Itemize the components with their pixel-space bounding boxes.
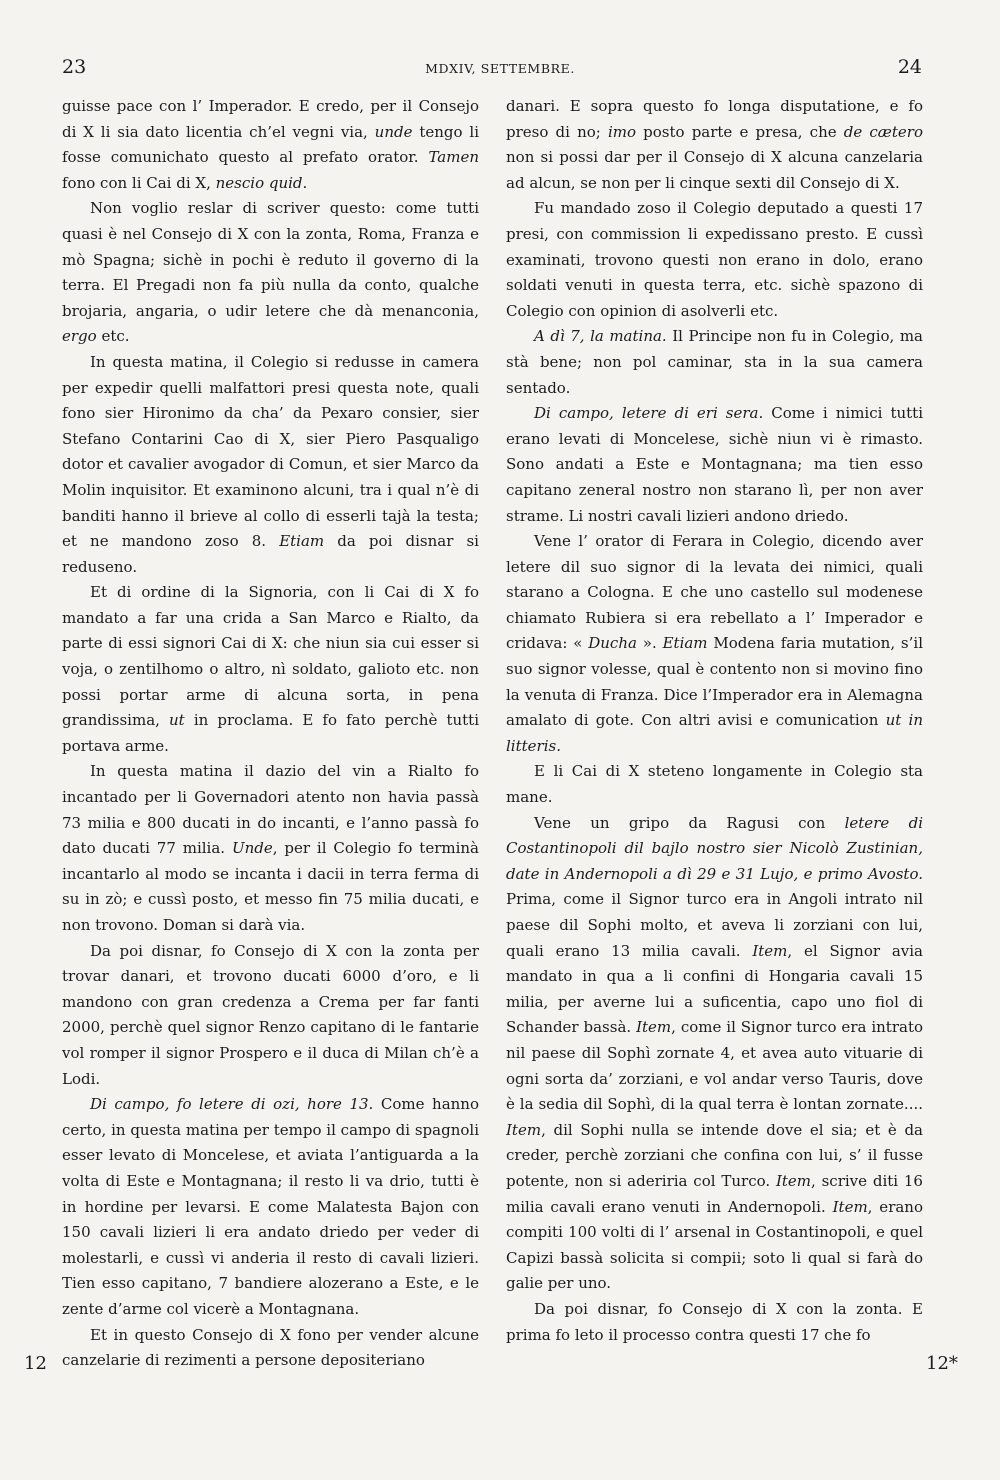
- paragraph: [62, 759, 479, 938]
- paragraph: [62, 1323, 479, 1374]
- italic-text: imo: [607, 122, 637, 141]
- text-run: posto parte e presa, che: [636, 122, 844, 141]
- paragraph: [62, 94, 479, 196]
- italic-text: letere di Costantinopoli dil bajlo nostro sier Nicolò Zustinian, date in Andernopoli a dì 29 e 31 Lujo, e primo Avosto.: [506, 813, 923, 883]
- paragraph: [62, 580, 479, 759]
- paragraph: [506, 1297, 923, 1348]
- paragraph: [506, 324, 923, 401]
- text-run: Come i nimici tutti erano levati di Moncelese, sichè niun vi è rimasto. Sono andati a Este e Montagnana; ma tien esso capitano zeneral nostro non starano lì, per non aver strame. Li nostri cavali lizieri andono driedo.: [506, 404, 923, 525]
- italic-text: Unde: [231, 839, 273, 858]
- text-run: in proclama. E fo fato perchè tutti portava arme.: [62, 711, 479, 755]
- italic-text: Item: [775, 1171, 812, 1190]
- italic-text: Etiam: [279, 532, 325, 551]
- text-run: , dil Sophi nulla se intende dove el sia; et è da creder, perchè zorziani che confina con lui, s’ il fusse potente, non si aderiria col Turco.: [506, 1120, 923, 1190]
- text-run: , come il Signor turco era intrato nil paese dil Sophì zornate 4, et avea auto vituarie di ogni sorta da’ zorziani, e vol andar verso Tauris, dove è la sedia dil Sophì, di la qual terra è lontan zornate....: [506, 1018, 923, 1114]
- text-run: Da poi disnar, fo Consejo di X con la zonta per trovar danari, et trovono ducati 6000 d’oro, e li mandono con gran credenza a Crema per far fanti 2000, perchè quel signor Renzo capitano di le fantarie vol romper il signor Prospero e il duca di Milan ch’è a Lodi.: [62, 941, 479, 1088]
- text-run: etc.: [96, 327, 130, 346]
- text-run: danari. E sopra questo fo longa disputatione, e fo preso di no;: [506, 97, 923, 141]
- paragraph: [62, 939, 479, 1093]
- text-run: Et di ordine di la Signoria, con li Cai di X fo mandato a far una crida a San Marco e Rialto, da parte di essi signori Cai di X: che niun sia cui esser si voja, o zentilhomo o altro, nì soldato, galioto etc. non possi portar arme di alcuna sorta, in pena grandissima,: [62, 583, 479, 730]
- text-run: Vene l’ orator di Ferara in Colegio, dicendo aver letere dil suo signor di la levata dei nimici, quali starano a Cologna. E che uno castello sul modenese chiamato Rubiera si era rebellato a l’ Imperador e cridava: «: [506, 532, 923, 653]
- paragraph: [506, 529, 923, 759]
- paragraph: [506, 94, 923, 196]
- text-run: In questa matina, il Colegio si redusse in camera per expedir quelli malfattori presi questa note, quali fono sier Hironimo da cha’ da Pexaro consier, sier Stefano Contarini Cao di X, sier Piero Pasqualigo dotor et cavalier avogador di Comun, et sier Marco da Molin inquisitor. Et examinono alcuni, tra i qual n’è di banditi hanno il brieve al collo di esserli tajà la testa; et ne mandono zoso 8.: [62, 352, 479, 551]
- text-run: Modena faria mutation, s’il suo signor volesse, qual è contento non si movino fino la venuta di Franza. Dice l’Imperador era in Alemagna amalato di gote. Con altri avisi e comunication: [506, 634, 923, 730]
- text-run: Fu mandado zoso il Colegio deputado a questi 17 presi, con commission li expedissano presto. E cussì examinati, trovono questi non erano in dolo, erano soldati venuti in questa terra, etc. sichè spazono di Colegio con opinion di asolverli etc.: [506, 199, 923, 320]
- paragraph: [62, 196, 479, 350]
- text-run: Prima, come il Signor turco era in Angoli intrato nil paese dil Sophi molto, et aveva li zorziani con lui, quali erano 13 milia cavali.: [506, 890, 923, 960]
- italic-text: Item: [506, 1120, 542, 1139]
- text-run: Vene un gripo da Ragusi con: [534, 813, 845, 832]
- text-run: non si possi dar per il Consejo di X alcuna canzelaria ad alcun, se non per li cinque sexti dil Consejo di X.: [506, 148, 923, 192]
- text-run: In questa matina il dazio del vin a Rialto fo incantado per li Governadori atento non havia passà 73 milia e 800 ducati in do incanti, e l’anno passà fo dato ducati 77 milia.: [62, 762, 479, 858]
- text-run: , el Signor avia mandato in qua a li confini di Hongaria cavali 15 milia, per averne lui a suficentia, capo uno fiol di Schander bassà.: [506, 941, 923, 1037]
- margin-number-left: 12: [24, 1353, 47, 1374]
- italic-text: Ducha: [588, 634, 637, 653]
- italic-text: nescio quid.: [215, 173, 308, 192]
- paragraph: [506, 759, 923, 810]
- text-run: , scrive diti 16 milia cavali erano venuti in Andernopoli.: [506, 1171, 923, 1216]
- paragraph: [506, 196, 923, 324]
- running-header: [0, 56, 1000, 86]
- text-run: , per il Colegio fo terminà incantarlo al modo se incanta i dacii in terra ferma di su in zò; e cussì posto, et messo fin 75 milia ducati, e non trovono. Doman si darà via.: [62, 839, 479, 934]
- paragraph: [62, 1092, 479, 1322]
- page-number-right: 24: [897, 56, 922, 78]
- italic-text: Di campo, letere di eri sera.: [534, 404, 764, 423]
- italic-text: Etiam: [662, 634, 708, 653]
- italic-text: Item: [636, 1018, 672, 1037]
- text-run: Et in questo Consejo di X fono per vender alcune canzelarie di rezimenti a persone depositeriano: [62, 1325, 479, 1370]
- text-run: E li Cai di X steteno longamente in Colegio sta mane.: [506, 762, 923, 807]
- page-number-left: 23: [62, 56, 87, 78]
- italic-text: Item: [752, 941, 788, 960]
- italic-text: ut: [169, 711, 185, 730]
- italic-text: Item: [832, 1197, 868, 1216]
- right-column: [506, 94, 923, 1454]
- text-run: tengo li fosse comunichato questo al prefato orator.: [62, 122, 479, 167]
- text-run: guisse pace con l’ Imperador. E credo, per il Consejo di X li sia dato licentia ch’el vegni via,: [62, 97, 479, 141]
- text-run: da poi disnar si reduseno.: [62, 532, 479, 576]
- left-column: [62, 94, 479, 1454]
- text-run: , erano compiti 100 volti di l’ arsenal in Costantinopoli, e quel Capizi bassà solicita si compii; soto li qual si farà do galie per uno.: [506, 1197, 923, 1293]
- text-run: Il Principe non fu in Colegio, ma stà bene; non pol caminar, sta in la sua camera sentado.: [506, 327, 923, 397]
- running-title: MDXIV, SETTEMBRE.: [425, 61, 575, 76]
- margin-number-right: 12*: [926, 1353, 958, 1374]
- italic-text: unde: [374, 122, 413, 141]
- italic-text: ut in litteris.: [506, 711, 923, 755]
- italic-text: de cætero: [843, 122, 923, 141]
- italic-text: Tamen: [428, 148, 479, 167]
- text-run: Non voglio reslar di scriver questo: come tutti quasi è nel Consejo di X con la zonta, Roma, Franza e mò Spagna; sichè in pochi è reduto il governo di la terra. El Pregadi non fa più nulla da conto, qualche brojaria, angaria, o udir letere che dà menanconia,: [62, 199, 479, 320]
- paragraph: [506, 401, 923, 529]
- text-run: fono con li Cai di X,: [62, 173, 216, 192]
- paragraph: [506, 811, 923, 1297]
- italic-text: Di campo, fo letere di ozi, hore 13.: [90, 1095, 374, 1114]
- text-run: Da poi disnar, fo Consejo di X con la zonta. E prima fo leto il processo contra questi 17 che fo: [506, 1299, 923, 1344]
- italic-text: ergo: [62, 327, 97, 346]
- paragraph: [62, 350, 479, 580]
- italic-text: A dì 7, la matina.: [534, 327, 667, 346]
- text-run: Come hanno certo, in questa matina per tempo il campo di spagnoli esser levato di Moncelese, et aviata l’antiguarda a la volta di Este e Montagnana; il resto li va drio, tutti è in hordine per levarsi. E come Malatesta Bajon con 150 cavali lizieri li era andato driedo per veder di molestarli, e cussì vi anderia il resto di cavali lizieri. Tien esso capitano, 7 bandiere alozerano a Este, e le zente d’arme col vicerè a Montagnana.: [62, 1095, 479, 1318]
- text-run: ».: [636, 634, 663, 653]
